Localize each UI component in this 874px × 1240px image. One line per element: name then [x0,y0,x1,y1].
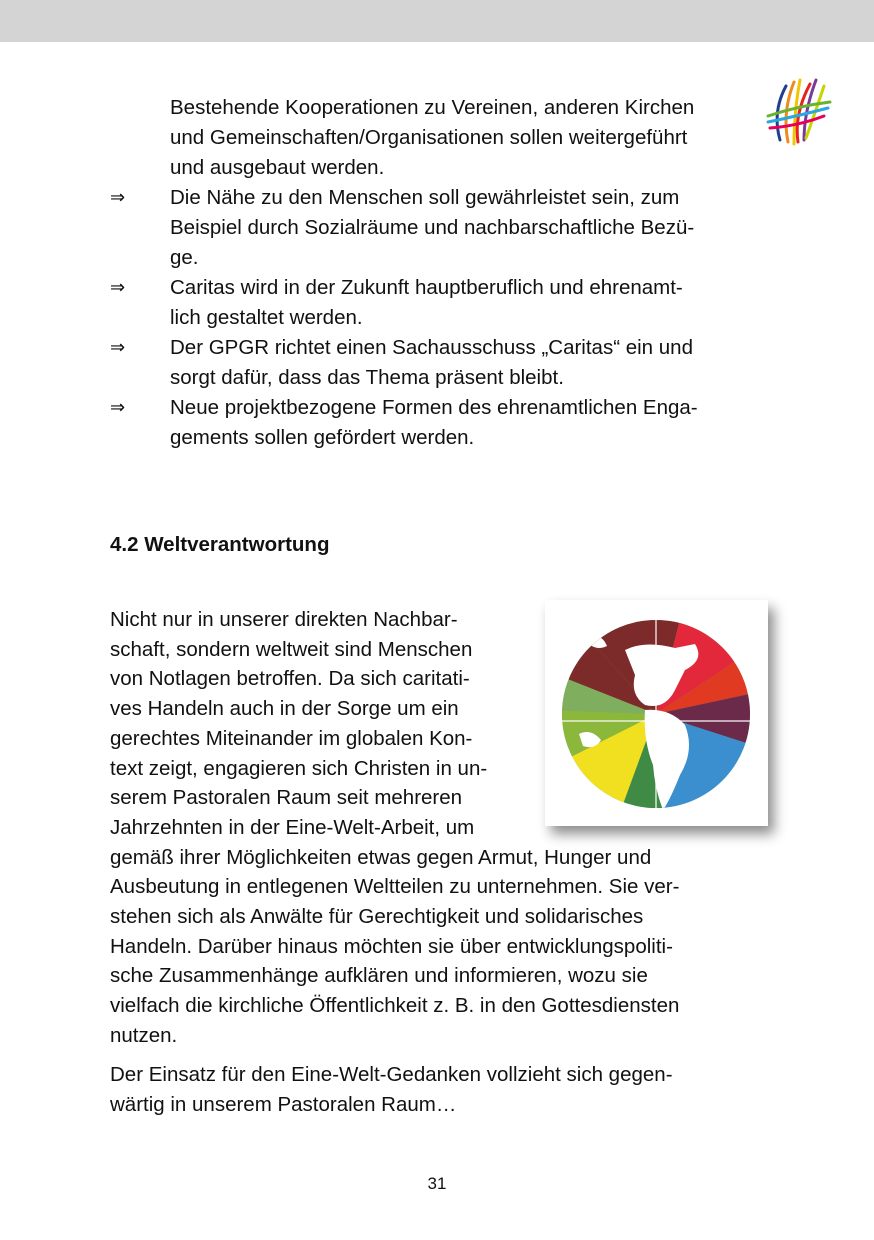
text-line: vielfach die kirchliche Öffentlichkeit z. B. in den Gottesdiensten [110,994,680,1018]
text-line: Jahrzehnten in der Eine-Welt-Arbeit, um [110,815,475,839]
text-line: Neue projektbezogene Formen des ehrenamtlichen Enga- [170,396,698,419]
text-line: serem Pastoralen Raum seit mehreren [110,786,463,810]
pastoral-logo-icon [764,76,834,148]
text-line: gements sollen gefördert werden. [170,426,475,449]
viewer-top-bar [0,0,874,42]
text-line: wärtig in unserem Pastoralen Raum… [110,1092,457,1116]
text-line: text zeigt, engagieren sich Christen in un- [110,756,488,780]
text-line: von Notlagen betroffen. Da sich caritati- [110,667,470,691]
text-line: lich gestaltet werden. [170,306,363,329]
text-line: Der GPGR richtet einen Sachausschuss „Caritas“ ein und [170,336,693,359]
text-line: Caritas wird in der Zukunft hauptberuflich und ehrenamt- [170,276,683,299]
list-item [110,333,770,393]
text-line: Der Einsatz für den Eine-Welt-Gedanken vollzieht sich gegen- [110,1063,673,1086]
section-heading: 4.2 Weltverantwortung [110,533,330,556]
text-line: und Gemeinschaften/Organisationen sollen weitergeführt [170,126,688,149]
list-item [110,273,770,333]
text-line: und ausgebaut werden. [170,156,385,179]
text-line: ves Handeln auch in der Sorge um ein [110,697,459,721]
text-line: Bestehende Kooperationen zu Vereinen, anderen Kirchen [170,96,695,119]
arrow-right-icon: ⇒ [110,397,126,418]
text-line: sorgt dafür, dass das Thema präsent bleibt. [170,366,564,389]
paragraph-eine-welt [110,1060,770,1119]
page-number: 31 [427,1174,447,1193]
text-line: Nicht nur in unserer direkten Nachbar- [110,608,458,631]
arrow-right-icon: ⇒ [110,337,126,358]
text-line: ge. [170,246,199,269]
list-item [110,183,770,273]
text-line: Die Nähe zu den Menschen soll gewährleistet sein, zum [170,186,680,209]
arrow-right-icon: ⇒ [110,277,126,298]
arrow-right-icon: ⇒ [110,187,126,208]
text-line: Beispiel durch Sozialräume und nachbarschaftliche Bezü- [170,216,695,239]
paragraph-weltverantwortung [110,605,770,1051]
text-line: nutzen. [110,1023,178,1047]
text-line: schaft, sondern weltweit sind Menschen [110,637,473,661]
text-line: gerechtes Miteinander im globalen Kon- [110,726,473,750]
text-line: gemäß ihrer Möglichkeiten etwas gegen Armut, Hunger und [110,845,652,869]
list-item [110,393,770,453]
list-item [110,93,770,183]
text-line: Handeln. Darüber hinaus möchten sie über entwicklungspoliti- [110,934,673,958]
text-line: Ausbeutung in entlegenen Weltteilen zu unternehmen. Sie ver- [110,875,680,899]
bullet-list [110,93,770,453]
text-line: stehen sich als Anwälte für Gerechtigkeit und solidarisches [110,905,644,929]
text-line: sche Zusammenhänge aufklären und informieren, wozu sie [110,964,648,988]
